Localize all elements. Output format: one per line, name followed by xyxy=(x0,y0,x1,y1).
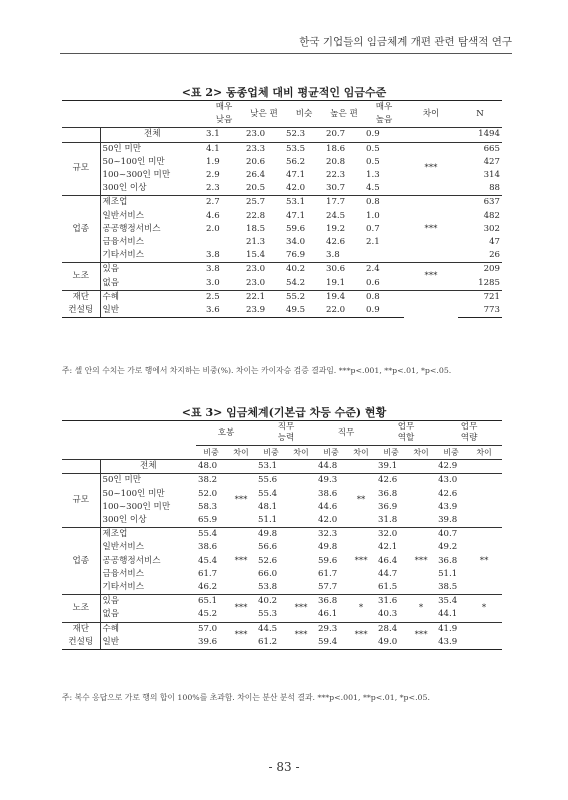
table3-cell: 61.7 xyxy=(318,568,338,579)
table3-cell: 44.8 xyxy=(316,460,346,474)
table3-cell: 39.6 xyxy=(196,636,226,650)
table3-cell: 52.6 xyxy=(258,555,278,566)
table2-cell: 20.6 xyxy=(246,156,266,167)
table3-cell: 59.6 xyxy=(318,555,338,566)
table3-cell: 36.8 xyxy=(378,488,398,499)
table3-group-label: 규모 xyxy=(62,474,100,528)
table2-sig xyxy=(404,290,458,317)
table2-cell: 3.1 xyxy=(204,128,244,142)
table2-header-blank xyxy=(62,101,204,128)
table3-header-row xyxy=(62,421,502,446)
table2-row xyxy=(62,142,502,156)
table2-row-label: 공공행정서비스 xyxy=(102,223,161,234)
table3-cell: 59.4 xyxy=(316,636,346,650)
table3-subheader: 차이 xyxy=(226,446,256,460)
table3-row-label: 100~300인 미만 xyxy=(102,501,171,512)
table2-row-label: 50인 미만 xyxy=(100,142,204,156)
table2-cell: 25.7 xyxy=(244,196,284,210)
table3-cell: 40.2 xyxy=(256,595,286,609)
table2-cell-n: 721 xyxy=(458,290,502,304)
table3 xyxy=(62,420,502,650)
table3-group-label: 재단 컨설팅 xyxy=(62,622,100,649)
table2-cell: 0.8 xyxy=(364,196,404,210)
table2-cell: 3.8 xyxy=(326,250,340,261)
table2-cell: 52.3 xyxy=(284,128,324,142)
table3-cell: 44.1 xyxy=(438,609,458,620)
table2-cell: 56.2 xyxy=(286,156,306,167)
table2-column-header: 매우 낮음 xyxy=(204,101,244,128)
table2-cell: 3.8 xyxy=(204,263,244,277)
table3-cell: 55.4 xyxy=(196,528,226,542)
table2-cell: 15.4 xyxy=(246,250,266,261)
table2-cell: 23.9 xyxy=(244,304,284,318)
table3-row-label: 수혜 xyxy=(100,622,196,636)
table3-cell: 57.0 xyxy=(196,622,226,636)
table3-cell: 48.1 xyxy=(258,501,278,512)
table3-cell: 55.4 xyxy=(258,488,278,499)
table2-cell: 3.0 xyxy=(206,277,220,288)
table2-cell: 23.3 xyxy=(244,142,284,156)
table3-cell: 43.0 xyxy=(436,474,466,488)
table2-cell: 19.1 xyxy=(326,277,346,288)
table2-cell-n: 302 xyxy=(483,223,500,234)
table2-cell: 34.0 xyxy=(286,237,306,248)
table3-column-header: 업무 역량 xyxy=(436,421,502,446)
table3-row xyxy=(62,636,502,650)
table2-cell: 2.5 xyxy=(204,290,244,304)
table3-column-header: 직무 xyxy=(316,421,376,446)
table3-sig: *** xyxy=(406,528,436,595)
table3-cell: 46.4 xyxy=(378,555,398,566)
table2-cell: 2.1 xyxy=(366,237,380,248)
table3-row-label: 일반 xyxy=(100,636,196,650)
table3-cell: 36.8 xyxy=(438,555,458,566)
table3-cell: 32.0 xyxy=(376,528,406,542)
table2-cell: 30.6 xyxy=(324,263,364,277)
table3-cell: 42.1 xyxy=(378,542,398,553)
table3-row-label: 기타서비스 xyxy=(102,582,145,593)
table2-cell: 23.0 xyxy=(246,277,266,288)
table3-cell: 42.6 xyxy=(376,474,406,488)
table2-cell: 4.1 xyxy=(204,142,244,156)
table3-title: <표 3> 임금체계(기본급 차등 수준) 현황 xyxy=(181,406,387,419)
table2-cell xyxy=(404,128,458,142)
table3-subheader: 비중 xyxy=(436,446,466,460)
table2-cell: 53.5 xyxy=(284,142,324,156)
table3-subheader: 비중 xyxy=(196,446,226,460)
table3-sig: *** xyxy=(226,595,256,622)
table2-column-header: N xyxy=(458,101,502,128)
table3-row xyxy=(62,541,502,554)
table3-sig: * xyxy=(406,595,436,622)
table3-cell: 29.3 xyxy=(316,622,346,636)
table3-sig: *** xyxy=(286,595,316,622)
table3-cell: 43.9 xyxy=(438,501,458,512)
table2-cell xyxy=(204,236,244,249)
table2-column-header: 매우 높음 xyxy=(364,101,404,128)
table2-cell-n: 1285 xyxy=(478,277,500,288)
table2-cell: 0.7 xyxy=(366,223,380,234)
table2-row-label: 금융서비스 xyxy=(102,237,145,248)
table2-cell-n: 637 xyxy=(458,196,502,210)
table2-group-label: 노조 xyxy=(62,263,100,290)
table2-group-label: 업종 xyxy=(62,196,100,263)
table2-cell: 0.8 xyxy=(364,290,404,304)
table3-sig xyxy=(346,460,376,474)
table2-row-label: 일반 xyxy=(100,304,204,318)
table2-cell: 1.0 xyxy=(366,210,380,221)
table3-subheader: 비중 xyxy=(256,446,286,460)
table3-sig: *** xyxy=(406,622,436,649)
table3-sig: *** xyxy=(286,622,316,649)
table3-cell: 42.6 xyxy=(438,488,458,499)
table3-cell: 65.1 xyxy=(196,595,226,609)
table3-subheader: 차이 xyxy=(286,446,316,460)
table2-group-label: 재단 컨설팅 xyxy=(62,290,100,317)
table2-cell: 47.1 xyxy=(286,170,306,181)
table2-row-label: 100~300인 미만 xyxy=(102,170,171,181)
table2-note: 주: 셀 안의 수치는 가로 행에서 차지하는 비중(%). 차이는 카이자승 검증 결과임. ***p<.001, **p<.01, *p<.05. xyxy=(62,366,452,375)
table3-cell: 40.3 xyxy=(378,609,398,620)
table3-cell: 61.2 xyxy=(256,636,286,650)
table3-cell: 61.7 xyxy=(198,568,218,579)
table3-sig xyxy=(466,460,502,474)
table3-sig xyxy=(226,460,256,474)
table3-column-header: 호봉 xyxy=(196,421,256,446)
table3-row xyxy=(62,622,502,636)
table2-cell: 47.1 xyxy=(286,210,306,221)
table3-total-row xyxy=(62,460,502,474)
table3-row xyxy=(62,608,502,622)
table3-cell: 38.6 xyxy=(198,542,218,553)
table2-sig: *** xyxy=(404,142,458,196)
table3-row-label: 50인 미만 xyxy=(100,474,196,488)
table3-sig: *** xyxy=(346,528,376,595)
table3-header-blank xyxy=(62,421,196,460)
table2-cell: 76.9 xyxy=(286,250,306,261)
table2-title: <표 2> 동종업체 대비 평균적인 임금수준 xyxy=(181,86,387,99)
table3-cell: 45.2 xyxy=(198,609,218,620)
table3-cell: 57.7 xyxy=(318,582,338,593)
table3-row-label: 제조업 xyxy=(100,528,196,542)
table3-row-label: 300인 이상 xyxy=(102,515,147,526)
table3-subheader: 차이 xyxy=(406,446,436,460)
table2-cell: 55.2 xyxy=(284,290,324,304)
table2-cell: 42.0 xyxy=(286,183,306,194)
table3-cell: 39.8 xyxy=(438,515,458,526)
table2-cell: 17.7 xyxy=(324,196,364,210)
table2-cell-n: 88 xyxy=(489,183,500,194)
table2-column-header: 높은 편 xyxy=(324,101,364,128)
table2-cell: 53.1 xyxy=(284,196,324,210)
table3-sig xyxy=(406,474,436,528)
table2-cell: 2.0 xyxy=(206,223,220,234)
table2-cell: 22.1 xyxy=(244,290,284,304)
table3-row xyxy=(62,528,502,542)
table2-cell: 18.6 xyxy=(324,142,364,156)
table3-row xyxy=(62,514,502,528)
table2-cell-n: 427 xyxy=(483,156,500,167)
table2-cell: 0.6 xyxy=(366,277,380,288)
table3-cell: 35.4 xyxy=(436,595,466,609)
table2-cell: 1.3 xyxy=(366,170,380,181)
table3-cell: 36.9 xyxy=(378,501,398,512)
table2-cell: 4.6 xyxy=(206,210,220,221)
table2-cell: 18.5 xyxy=(246,223,266,234)
table2-cell: 59.6 xyxy=(286,223,306,234)
table3-sig: *** xyxy=(346,622,376,649)
table3-row xyxy=(62,501,502,514)
table3-cell: 31.8 xyxy=(378,515,398,526)
table3-row xyxy=(62,568,502,581)
table2-cell: 20.8 xyxy=(326,156,346,167)
table3-column-header: 업무 역할 xyxy=(376,421,436,446)
table3-cell: 40.7 xyxy=(436,528,466,542)
table3-cell: 32.3 xyxy=(316,528,346,542)
table3-cell: 42.9 xyxy=(436,460,466,474)
table3-cell: 41.9 xyxy=(436,622,466,636)
table3-cell: 49.0 xyxy=(376,636,406,650)
table3-row-label: 금융서비스 xyxy=(102,568,145,579)
table2-column-header: 차이 xyxy=(404,101,458,128)
table3-sig: * xyxy=(346,595,376,622)
table2-cell: 22.0 xyxy=(324,304,364,318)
table3-cell: 44.6 xyxy=(318,501,338,512)
table2-cell: 19.2 xyxy=(326,223,346,234)
page-number: - 83 - xyxy=(268,760,300,774)
table3-sig xyxy=(406,460,436,474)
table3-cell: 36.8 xyxy=(316,595,346,609)
table2-cell: 30.7 xyxy=(326,183,346,194)
table2-row-label: 제조업 xyxy=(100,196,204,210)
table3-sig xyxy=(466,474,502,528)
table3-cell: 38.5 xyxy=(438,582,458,593)
table2-sig: *** xyxy=(404,263,458,290)
table2-column-header: 비슷 xyxy=(284,101,324,128)
table3-cell: 49.2 xyxy=(438,542,458,553)
running-header: 한국 기업들의 임금체계 개편 관련 탐색적 연구 xyxy=(60,34,512,54)
table3-sig: ** xyxy=(466,528,502,595)
table2-cell: 2.4 xyxy=(364,263,404,277)
table2-cell xyxy=(364,249,404,263)
table2-cell: 23.0 xyxy=(244,128,284,142)
table3-cell: 45.4 xyxy=(198,555,218,566)
table2-cell: 49.5 xyxy=(284,304,324,318)
table2-cell-n: 26 xyxy=(489,250,500,261)
table3-sig xyxy=(286,460,316,474)
table3-row xyxy=(62,595,502,609)
table3-row xyxy=(62,555,502,568)
table3-subheader: 차이 xyxy=(346,446,376,460)
table3-row-label: 전체 xyxy=(100,460,196,474)
table2-cell-n: 482 xyxy=(483,210,500,221)
table3-sig: *** xyxy=(226,528,256,595)
table3-group-label: 업종 xyxy=(62,528,100,595)
table3-cell: 56.6 xyxy=(258,542,278,553)
table2-cell: 42.6 xyxy=(326,237,346,248)
table2-cell: 22.8 xyxy=(246,210,266,221)
table2-cell-n: 47 xyxy=(489,237,500,248)
table2-row xyxy=(62,263,502,277)
table3-note: 주: 복수 응답으로 가로 행의 합이 100%를 초과함. 차이는 분산 분석 결과. ***p<.001, **p<.01, *p<.05. xyxy=(62,693,430,702)
table2-cell: 19.4 xyxy=(324,290,364,304)
table3-total-group xyxy=(62,460,100,474)
table3-sig: ** xyxy=(346,474,376,528)
table3-sig xyxy=(466,622,502,649)
table2-row-label: 일반서비스 xyxy=(102,210,145,221)
table3-cell: 53.1 xyxy=(256,460,286,474)
table3-cell: 51.1 xyxy=(438,568,458,579)
table3-cell: 61.5 xyxy=(378,582,398,593)
table3-cell: 49.3 xyxy=(316,474,346,488)
table2-cell: 2.3 xyxy=(206,183,220,194)
table3-cell: 43.9 xyxy=(436,636,466,650)
table3-cell: 49.8 xyxy=(318,542,338,553)
table2-cell: 3.8 xyxy=(206,250,220,261)
table3-subheader: 차이 xyxy=(466,446,502,460)
table3-cell: 51.1 xyxy=(258,515,278,526)
table2-cell: 1494 xyxy=(458,128,502,142)
table3-cell: 38.2 xyxy=(196,474,226,488)
table2-cell: 23.0 xyxy=(244,263,284,277)
table2-cell: 0.9 xyxy=(364,128,404,142)
table3-row-label: 있음 xyxy=(100,595,196,609)
table2-cell: 0.5 xyxy=(366,156,380,167)
table2-cell: 20.5 xyxy=(246,183,266,194)
table2-row-label: 300인 이상 xyxy=(102,183,147,194)
table2-cell-n: 209 xyxy=(458,263,502,277)
table2-header-row xyxy=(62,101,502,128)
table3-group-label: 노조 xyxy=(62,595,100,622)
table3-cell: 55.6 xyxy=(256,474,286,488)
table3-row-label: 없음 xyxy=(102,609,120,620)
table3-cell: 44.7 xyxy=(378,568,398,579)
table3-cell: 39.1 xyxy=(376,460,406,474)
table3-cell: 46.2 xyxy=(198,582,218,593)
table3-row xyxy=(62,488,502,501)
table3-cell: 48.0 xyxy=(196,460,226,474)
table2-cell: 4.5 xyxy=(366,183,380,194)
table3-cell: 31.6 xyxy=(376,595,406,609)
table2-row-label: 수혜 xyxy=(100,290,204,304)
table2-total-row xyxy=(62,128,502,142)
table2-cell: 22.3 xyxy=(326,170,346,181)
table3-row-label: 일반서비스 xyxy=(102,542,145,553)
table3-row-label: 50~100인 미만 xyxy=(102,488,165,499)
table2-group-label: 규모 xyxy=(62,142,100,196)
table3-sig: *** xyxy=(226,474,256,528)
table2-cell: 26.4 xyxy=(246,170,266,181)
table2-cell: 54.2 xyxy=(286,277,306,288)
table3-cell: 38.6 xyxy=(318,488,338,499)
table2-cell-n: 665 xyxy=(458,142,502,156)
table3-cell: 44.5 xyxy=(256,622,286,636)
table3-sig xyxy=(286,474,316,528)
table2-cell: 3.6 xyxy=(204,304,244,318)
table2-column-header: 낮은 편 xyxy=(244,101,284,128)
table2-row-label: 없음 xyxy=(102,277,120,288)
table2-total-group xyxy=(62,128,100,142)
table3-sig: *** xyxy=(226,622,256,649)
table3-cell: 66.0 xyxy=(258,568,278,579)
table3-sig xyxy=(286,528,316,595)
table3-cell: 58.3 xyxy=(198,501,218,512)
table2-cell: 0.9 xyxy=(364,304,404,318)
table3-cell: 55.3 xyxy=(258,609,278,620)
table2-cell: 40.2 xyxy=(284,263,324,277)
table3-subheader: 비중 xyxy=(376,446,406,460)
table2-row-label: 전체 xyxy=(100,128,204,142)
table2-row-label: 있음 xyxy=(100,263,204,277)
table3-cell: 49.8 xyxy=(256,528,286,542)
table2-cell: 2.7 xyxy=(204,196,244,210)
table3-cell: 42.0 xyxy=(318,515,338,526)
table2-row xyxy=(62,290,502,304)
table3-subheader: 비중 xyxy=(316,446,346,460)
table2-row-label: 기타서비스 xyxy=(102,250,145,261)
table2-cell: 24.5 xyxy=(326,210,346,221)
table2-cell-n: 773 xyxy=(458,304,502,318)
table2-cell: 21.3 xyxy=(246,237,266,248)
table2-cell: 2.9 xyxy=(206,170,220,181)
table2-cell: 1.9 xyxy=(206,156,220,167)
table3-cell: 53.8 xyxy=(258,582,278,593)
table3-row xyxy=(62,581,502,595)
table2-cell: 20.7 xyxy=(324,128,364,142)
table2-row-label: 50~100인 미만 xyxy=(102,156,165,167)
table3-row xyxy=(62,474,502,488)
table3-cell: 46.1 xyxy=(318,609,338,620)
table2-cell: 0.5 xyxy=(364,142,404,156)
table2-row xyxy=(62,196,502,210)
table2 xyxy=(62,100,502,318)
table3-cell: 65.9 xyxy=(198,515,218,526)
table2-cell-n: 314 xyxy=(483,170,500,181)
table3-sig: * xyxy=(466,595,502,622)
table3-column-header: 직무 능력 xyxy=(256,421,316,446)
table3-row-label: 공공행정서비스 xyxy=(102,555,161,566)
table2-sig: *** xyxy=(404,196,458,263)
table3-cell: 28.4 xyxy=(376,622,406,636)
table3-cell: 52.0 xyxy=(198,488,218,499)
